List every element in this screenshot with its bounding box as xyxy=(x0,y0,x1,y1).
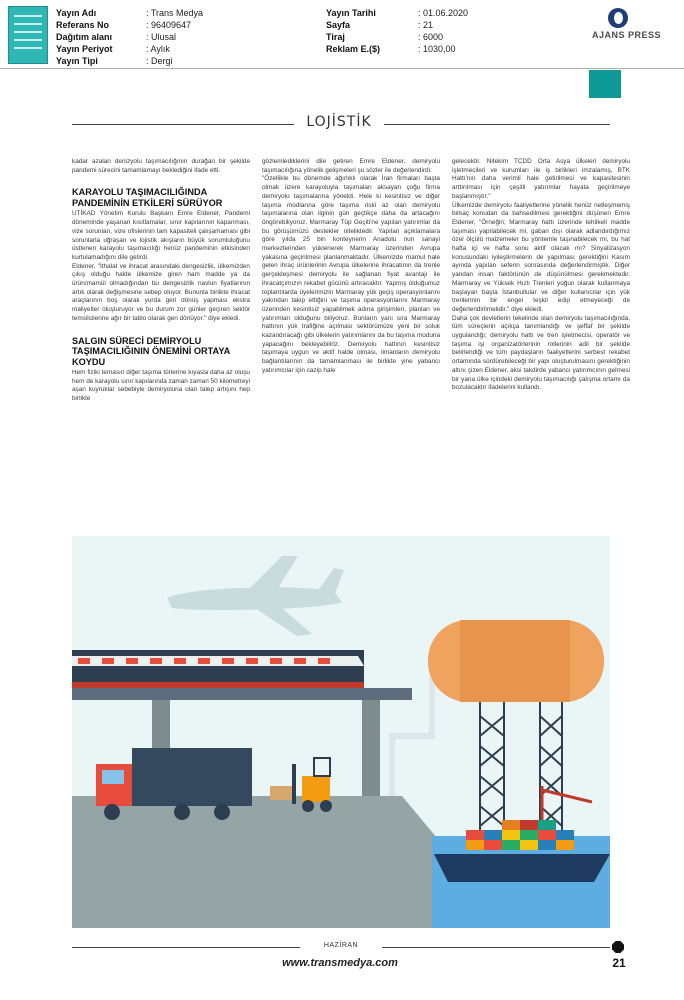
paragraph: Eldener, "İthalat ve ihracat arasındaki dengesizlik, ülkemizden çıkış olduğu halde ülkemize giren ham madde ya da ürün/mamül olmadığından bu dengesizlik navlun fiyatlarının artık olarak değişmesine sebep oluyor. Bununla birlikte ihracat araçlarının boş olarak yurda geri dönüş yapması ekstra maliyetler oluşturuyor ve bu durum zor günler geçiren sektör temsilcilerine ağır bir tablo olarak geri dönüyor." diye ekledi. xyxy=(72,262,250,322)
logistics-illustration xyxy=(72,536,610,928)
meta-key: Dağıtım alanı xyxy=(56,32,113,42)
fuel-tank-icon xyxy=(428,620,604,702)
footer-website: www.transmedya.com xyxy=(282,957,398,969)
thumbnail-line xyxy=(14,47,42,49)
thumbnail-line xyxy=(14,15,42,17)
meta-key: Yayın Periyot xyxy=(56,44,113,54)
page-number-marker-icon xyxy=(612,941,624,953)
paragraph: gelecektir. Nitekim TCDD Orta Asya ülkeleri demiryolu işletmecileri ve kurumları ile iş birlikleri imzalamış, BTK Hattı'nın daha verimli hale getirilmesi ve kapasitesinin arttırılması için çeşitli yatırımlar hayata geçirilmeye başlanmıştır." xyxy=(452,158,630,200)
section-rule-right xyxy=(384,124,610,125)
meta-value: : Trans Medya xyxy=(146,8,204,18)
meta-value: : Ulusal xyxy=(146,32,177,42)
meta-key: Referans No xyxy=(56,20,110,30)
paragraph: "Özellikle bu dönemde ağırlıklı olarak İran firmaları başta olmak üzere karayoluyla taşımaları aksayan çoğu firma demiryolu taşımalarına yöneldi. Hele ki kesintisiz ve diğer taşıma modlarına göre taşıma riski az olan demiryolu taşımalarına olan ilginin gün geçtikçe daha da artacağını öngörebiliyoruz. Marmaray Tüp Geçiti'ne yapılan yatırımlar da bu görüşümüzü destekler niteliktedir. Yapılan açıklamalara göre yılda 25 bin konteynerin Anadolu nun sanayi merkezlerinden yüklenerek Marmaray üzerinden Avrupa yakasına geçirilmesi planlanmaktadır. Ülkemizde mamul hale gelen ihraç ürünlerinin Avrupa ülkelerine ihracatının da trenle gerçekleşmesi demiryolu ile sağlanan fiyat avantajı ile ihracatçımızın rekabet gücünü artıracaktır. Yapmış olduğumuz toplantılarda üyelerimizin Marmaray yük geçiş operasyonlarını yakından takip ettiğini ve taşıma operasyonlarını Marmaray üzerinden kesintisiz yapabilmek adına girişimleri, planları ve yatırımları olduğunu biliyoruz. Bunların yanı sıra Marmaray hattının yük trafiğine açılması sektörümüze yeni bir soluk kazandıracağı gibi ülkelerin yatırımlarını da bu taşıma moduna yapacağını bekleyebiliriz. Demiryolu hattının kesintisiz taşımaya uygun ve aktif halde olması, limanların demiryolu bağlantılarının da tamamlanması ile birlikte yine yabancı yatırımcılar için cazip hale xyxy=(262,175,440,374)
subheading: SALGIN SÜRECİ DEMİRYOLU TAŞIMACILIĞININ ÖNEMİNİ ORTAYA KOYDU xyxy=(72,335,230,367)
article-column-3 xyxy=(452,158,630,393)
paragraph: Hem fiziki temasın diğer taşıma türlerine kıyasla daha az oluşu hem de karayolu sınır kapılarında zaman zaman 50 kilometreyi aşan kuyruklar sebebiyle demiryoluna olan talep artışını hep birlikte xyxy=(72,369,250,403)
meta-value: : 96409647 xyxy=(146,20,192,30)
train-icon xyxy=(72,650,364,688)
paragraph: UTİKAD Yönetim Kurulu Başkanı Emre Eldener, Pandemi döneminde yaşanan kısıtlamalar, sınır kapılarının kapanması, vize sorunları, vize ofislerinin tam kapasiteli çalışamaması gibi sorunlarla uğraşan ve lojistik akışların büyük sorumluluğunu üstlenen karayolu taşımacılığı henüz pandeminin etkisinden kurtulamadığını dile getirdi. xyxy=(72,210,250,261)
meta-key: Yayın Tipi xyxy=(56,56,98,66)
section-rule-left xyxy=(72,124,294,125)
page-thumbnail xyxy=(8,6,48,64)
meta-key: Tiraj xyxy=(326,32,345,42)
thumbnail-line xyxy=(14,23,42,25)
clipping-header xyxy=(0,0,684,70)
meta-value: : 21 xyxy=(418,20,434,30)
meta-value: : Aylık xyxy=(146,44,170,54)
agency-name: AJANS PRESS xyxy=(592,30,662,40)
subheading: KARAYOLU TAŞIMACILIĞINDA PANDEMİNİN ETKİLERİ SÜRÜYOR xyxy=(72,187,223,208)
section-title: LOJİSTİK xyxy=(306,114,372,130)
article-column-2 xyxy=(262,158,440,376)
header-divider xyxy=(0,68,684,69)
meta-key: Yayın Adı xyxy=(56,8,97,18)
paragraph: kadar azalan denizyolu taşımacılığının durağan bir şekilde pandemi sürecini tamamlamayı beklediğini ifade etti. xyxy=(72,158,250,174)
footer-rule-right xyxy=(382,947,610,948)
meta-value: : Dergi xyxy=(146,56,173,66)
meta-key: Reklam E.($) xyxy=(326,44,381,54)
meta-value: : 01.06.2020 xyxy=(418,8,469,18)
page-number: 21 xyxy=(612,956,626,970)
footer-month: HAZİRAN xyxy=(323,942,359,949)
footer-rule-left xyxy=(72,947,300,948)
paragraph: Daha çok devletlerin tekelinde olan demiryolu taşımacılığında, tüm süreçlerin açıkça tanımlandığı ve şeffaf bir şekilde uygulandığı; demiryolu hattı ve tren işletmecisi, operatör ve taşıma işi organizatörlerinin rollerinin adil bir şekilde belirlendiği ve tüm paydaşların faaliyetlerini serbest rekabet ortamında sürdürebileceği bir yapı oluşturulmasını gerektiğinin altını çizen Eldener, aksi takdirde yabancı yatırımcının gelmesi bir yana ülke içindeki demiryolu taşımacılığı çalışma ortamı da bozulacaktır ifadelerini kullandı. xyxy=(452,314,630,392)
thumbnail-line xyxy=(14,39,42,41)
meta-value: : 1030,00 xyxy=(418,44,456,54)
article-column-1 xyxy=(72,158,250,404)
thumbnail-line xyxy=(14,31,42,33)
meta-key: Sayfa xyxy=(326,20,351,30)
section-color-tab xyxy=(589,70,621,98)
paragraph: Ülkemizde demiryolu faaliyetlerine yönelik henüz netleşmemiş birkaç konudan da bahsedilmesi gerektiğini düşünen Emre Eldener, "Örneğin; Marmaray hattı üzerinde tehlikeli madde taşıması yapılabilecek mi, gabari dışı olarak adlandırdığımız özel ölçülü malzemeler bu yöntemle taşınabilecek mi, bu hat hafta içi ve hafta sonu aktif olacak mı? Sinyalizasyon konusundaki iyileştirmelerin de yapılması gerektiğini Kasım ayında yapılan seferin sonrasında değerlendirmiştik. Diğer yandan insan faktörünün de düşünülmesi gerekmektedir. Marmaray ve Yüksek Hızlı Trenleri yoğun olarak kullanmaya başlayan başta İstanbullular ve diğer kullanıcılar için yük trenlerinin bir engel teşkil edip etmeyeceği de değerlendirilmelidir." diye ekledi. xyxy=(452,201,630,313)
quay-ground xyxy=(72,796,452,928)
ajans-press-logo-icon xyxy=(608,8,628,28)
paragraph: gözlemlediklerini dile getiren Emre Eldener, demiryolu taşımacılığına yönelik gelişmeleri şu sözler ile değerlendirdi: xyxy=(262,158,440,174)
meta-key: Yayın Tarihi xyxy=(326,8,376,18)
meta-value: : 6000 xyxy=(418,32,444,42)
